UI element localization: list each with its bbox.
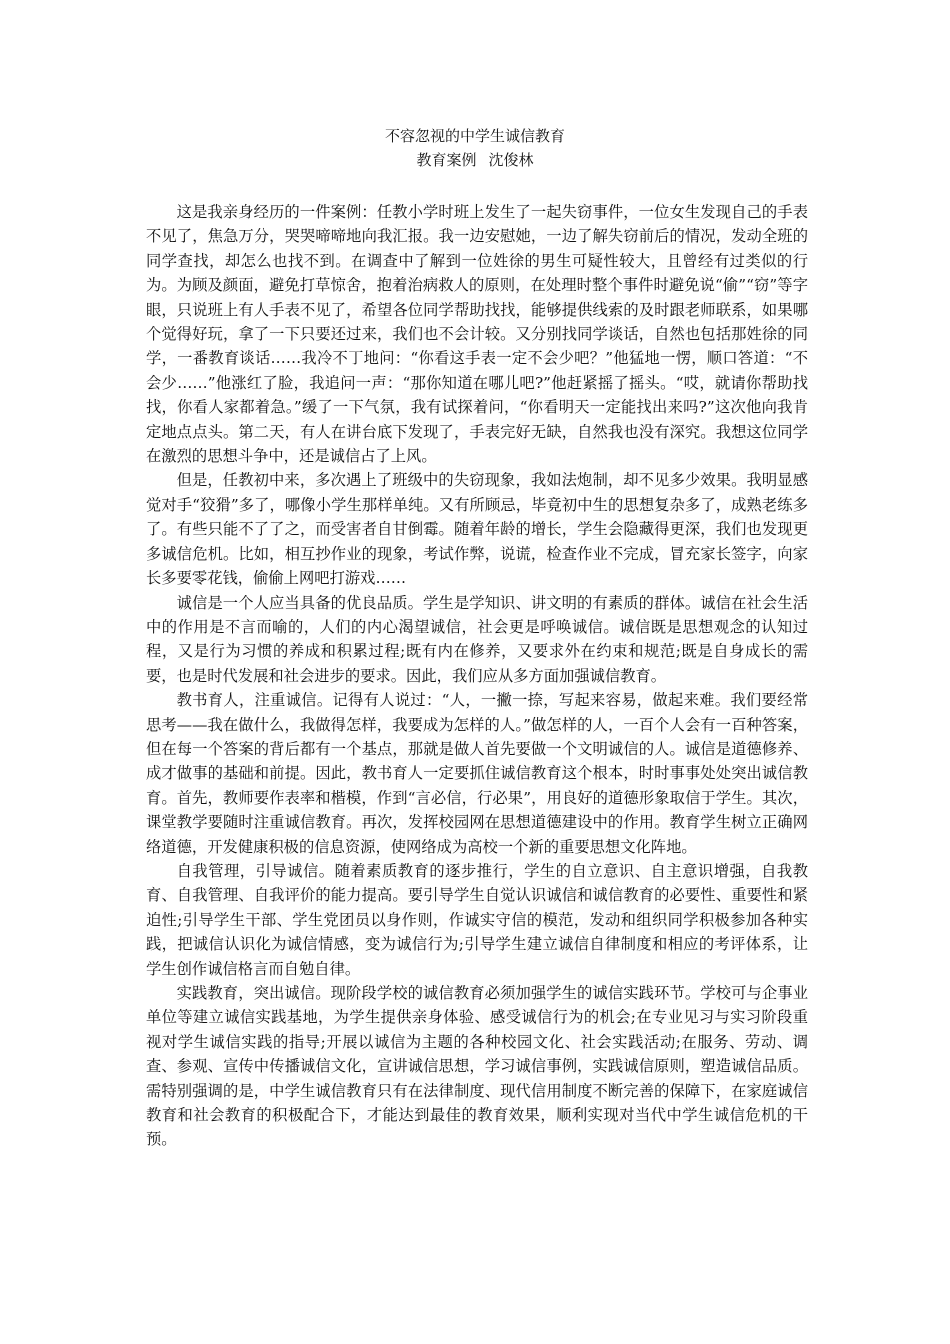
paragraph-integrity-quality: 诚信是一个人应当具备的优良品质。学生是学知识、讲文明的有素质的群体。诚信在社会生活中的作用是不言而喻的，人们的内心渴望诚信，社会更是呼唤诚信。诚信既是思想观念的认知过程，又是行为习惯的养成和积累过程;既有内在修养，又要求外在约束和规范;既是自身成长的需要，也是时代发展和社会进步的要求。因此，我们应从多方面加强诚信教育。: [146, 593, 808, 685]
paragraph-self-management: 自我管理，引导诚信。随着素质教育的逐步推行，学生的自立意识、自主意识增强，自我教育、自我管理、自我评价的能力提高。要引导学生自觉认识诚信和诚信教育的必要性、重要性和紧迫性;引导学生干部、学生党团员以身作则，作诚实守信的模范，发动和组织同学积极参加各种实践，把诚信认识化为诚信情感，变为诚信行为;引导学生建立诚信自律制度和相应的考评体系，让学生创作诚信格言而自勉自律。: [146, 861, 808, 978]
paragraph-practice-education: 实践教育，突出诚信。现阶段学校的诚信教育必须加强学生的诚信实践环节。学校可与企事业单位等建立诚信实践基地，为学生提供亲身体验、感受诚信行为的机会;在专业见习与实习阶段重视对学生诚信实践的指导;开展以诚信为主题的各种校园文化、社会实践活动;在服务、劳动、调查、参观、宣传中传播诚信文化，宣讲诚信思想，学习诚信事例，实践诚信原则，塑造诚信品质。需特别强调的是，中学生诚信教育只有在法律制度、现代信用制度不断完善的保障下，在家庭诚信教育和社会教育的积极配合下，才能达到最佳的教育效果，顺利实现对当代中学生诚信危机的干预。: [146, 984, 808, 1149]
document-body: [146, 200, 808, 1152]
document-title: 不容忽视的中学生诚信教育: [384, 127, 565, 145]
document-subtitle: [0, 148, 950, 172]
paragraph-case-story: 这是我亲身经历的一件案例：任教小学时班上发生了一起失窃事件，一位女生发现自己的手表不见了，焦急万分，哭哭啼啼地向我汇报。我一边安慰她，一边了解失窃前后的情况，发动全班的同学查找，却怎么也找不到。在调查中了解到一位姓徐的男生可疑性较大，且曾经有过类似的行为。为顾及颜面，避免打草惊舍，抱着治病救人的原则，在处理时整个事件时避免说“偷”“窃”等字眼，只说班上有人手表不见了，希望各位同学帮助找找，能够提供线索的及时跟老师联系，如果哪个觉得好玩，拿了一下只要还过来，我们也不会计较。又分别找同学谈话，自然也包括那姓徐的同学，一番教育谈话……我冷不丁地问：“你看这手表一定不会少吧？”他猛地一愣，顺口答道：“不会少……”他涨红了脸，我追问一声：“那你知道在哪儿吧?”他赶紧摇了摇头。“哎，就请你帮助找找，你看人家都着急。”缓了一下气氛，我有试探着问，“你看明天一定能找出来吗?”这次他向我肯定地点点头。第二天，有人在讲台底下发现了，手表完好无缺，自然我也没有深究。我想这位同学在激烈的思想斗争中，还是诚信占了上风。: [146, 203, 808, 466]
article-author: 沈俊林: [488, 151, 534, 169]
document-header: [0, 124, 950, 172]
paragraph-teaching-integrity: 教书育人，注重诚信。记得有人说过：“人，一撇一捺，写起来容易，做起来难。我们要经常思考——我在做什么，我做得怎样，我要成为怎样的人。”做怎样的人，一百个人会有一百种答案，但在每一个答案的背后都有一个基点，那就是做人首先要做一个文明诚信的人。诚信是道德修养、成才做事的基础和前提。因此，教书育人一定要抓住诚信教育这个根本，时时事事处处突出诚信教育。首先，教师要作表率和楷模，作到“言必信，行必果”，用良好的道德形象取信于学生。其次，课堂教学要随时注重诚信教育。再次，发挥校园网在思想道德建设中的作用。教育学生树立正确网络道德，开发健康积极的信息资源，使网络成为高校一个新的重要思想文化阵地。: [146, 691, 808, 856]
article-category: 教育案例: [416, 151, 477, 169]
paragraph-middle-school: 但是，任教初中来，多次遇上了班级中的失窃现象，我如法炮制，却不见多少效果。我明显感觉对手“狡猾”多了，哪像小学生那样单纯。又有所顾忌，毕竟初中生的思想复杂多了，成熟老练多了。有些只能不了了之，而受害者自甘倒霉。随着年龄的增长，学生会隐藏得更深，我们也发现更多诚信危机。比如，相互抄作业的现象，考试作弊，说谎，检查作业不完成，冒充家长签字，向家长多要零花钱，偷偷上网吧打游戏……: [146, 471, 808, 588]
